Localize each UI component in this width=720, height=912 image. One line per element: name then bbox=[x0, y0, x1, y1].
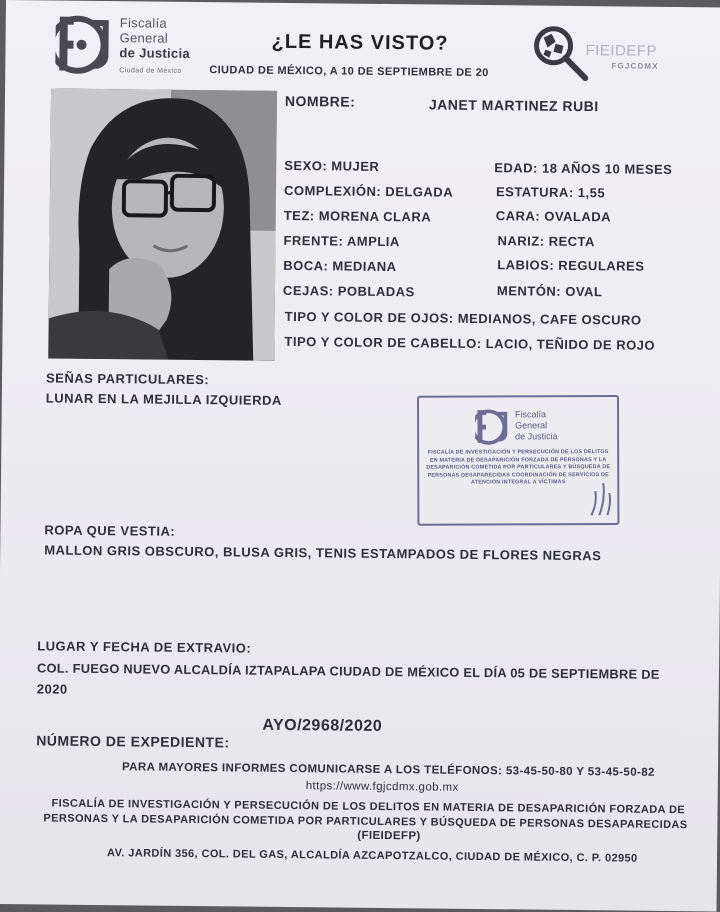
logo-line-1: Fiscalía bbox=[119, 15, 168, 31]
date-line: CIUDAD DE MÉXICO, A 10 DE SEPTIEMBRE DE 20 bbox=[209, 64, 489, 80]
footer-address: AV. JARDÍN 356, COL. DEL GAS, ALCALDÍA AZCAPOTZALCO, CIUDAD DE MÉXICO, C. P. 02950 bbox=[107, 847, 638, 865]
footer-agency-line-2: PERSONAS Y LA DESAPARICIÓN COMETIDA POR PARTICULARES Y BÚSQUEDA DE PERSONAS DESAPARECIDAS bbox=[43, 812, 688, 832]
fieidefp-logo-sub: FGJCDMX bbox=[611, 61, 659, 71]
official-stamp bbox=[417, 395, 619, 526]
stamp-name-line-1: Fiscalía bbox=[515, 409, 547, 420]
senas-label: SEÑAS PARTICULARES: bbox=[45, 370, 210, 388]
stamp-logo-icon bbox=[475, 407, 509, 445]
menton-field: MENTÓN: OVAL bbox=[496, 283, 603, 300]
stamp-agency-name bbox=[515, 409, 558, 442]
complexion-field: COMPLEXIÓN: DELGADA bbox=[283, 182, 454, 200]
portrait-illustration bbox=[48, 88, 277, 360]
cara-field: CARA: OVALADA bbox=[495, 208, 612, 225]
name-label: NOMBRE: bbox=[284, 92, 356, 110]
footer-agency-abbr: (FIEIDEFP) bbox=[357, 829, 421, 843]
nariz-field: NARIZ: RECTA bbox=[497, 233, 596, 250]
cabello-field: TIPO Y COLOR DE CABELLO: LACIO, TEÑIDO DE ROJO bbox=[284, 333, 656, 353]
stamp-name-line-3: de Justicia bbox=[515, 431, 558, 442]
boca-field: BOCA: MEDIANA bbox=[283, 257, 397, 275]
footer-url: https://www.fgjcdmx.gob.mx bbox=[305, 780, 459, 794]
ropa-label: ROPA QUE VESTIA: bbox=[44, 522, 176, 539]
tez-field: TEZ: MORENA CLARA bbox=[283, 207, 432, 225]
extravio-value-line-1: COL. FUEGO NUEVO ALCALDÍA IZTAPALAPA CIUDAD DE MÉXICO EL DÍA 05 DE SEPTIEMBRE DE bbox=[36, 660, 660, 682]
estatura-field: ESTATURA: 1,55 bbox=[495, 184, 606, 201]
fieidefp-logo-text: FIEIDEFP bbox=[585, 42, 658, 60]
frente-field: FRENTE: AMPLIA bbox=[283, 232, 400, 250]
labios-field: LABIOS: REGULARES bbox=[497, 257, 645, 274]
ojos-field: TIPO Y COLOR DE OJOS: MEDIANOS, CAFE OSCURO bbox=[284, 308, 642, 328]
name-value: JANET MARTINEZ RUBI bbox=[428, 96, 599, 115]
ropa-value: MALLON GRIS OBSCURO, BLUSA GRIS, TENIS ESTAMPADOS DE FLORES NEGRAS bbox=[44, 542, 602, 564]
stamp-name-line-2: General bbox=[515, 420, 548, 431]
senas-value: LUNAR EN LA MEJILLA IZQUIERDA bbox=[45, 390, 282, 408]
logo-subtitle: Ciudad de México bbox=[119, 67, 182, 75]
fgj-logo-icon bbox=[55, 13, 112, 76]
fgj-logo-text bbox=[119, 15, 190, 61]
missing-person-photo bbox=[48, 88, 277, 360]
signature-scribble-icon bbox=[587, 475, 615, 519]
extravio-label: LUGAR Y FECHA DE EXTRAVIO: bbox=[37, 638, 252, 656]
expediente-value: AYO/2968/2020 bbox=[262, 716, 383, 735]
extravio-value-line-2: 2020 bbox=[36, 681, 68, 697]
sexo-field: SEXO: MUJER bbox=[284, 157, 380, 174]
footer-agency-line-1: FISCALÍA DE INVESTIGACIÓN Y PERSECUCIÓN DE LOS DELITOS EN MATERIA DE DESAPARICIÓN FORZADA DE bbox=[51, 797, 686, 817]
edad-field: EDAD: 18 AÑOS 10 MESES bbox=[494, 160, 673, 177]
logo-line-2: General bbox=[119, 30, 169, 46]
flyer-title: ¿LE HAS VISTO? bbox=[271, 30, 449, 55]
stamp-text: FISCALÍA DE INVESTIGACIÓN Y PERSECUCIÓN DE LOS DELITOS EN MATERIA DE DESAPARICIÓN FORZADA DE PERSONAS Y LA DESAPARICIÓN COMETIDA POR PARTICULARES Y BÚSQUEDA DE PERSONAS DESAPARECIDAS COORDINACIÓN DE SERVICIOS DE ATENCIÓN INTEGRAL A VÍCTIMAS bbox=[426, 449, 611, 486]
cejas-field: CEJAS: POBLADAS bbox=[282, 282, 415, 300]
logo-line-3: de Justicia bbox=[119, 45, 191, 61]
expediente-label: NÚMERO DE EXPEDIENTE: bbox=[36, 732, 230, 751]
footer-phones: PARA MAYORES INFORMES COMUNICARSE A LOS TELÉFONOS: 53-45-50-80 Y 53-45-50-82 bbox=[121, 761, 655, 779]
